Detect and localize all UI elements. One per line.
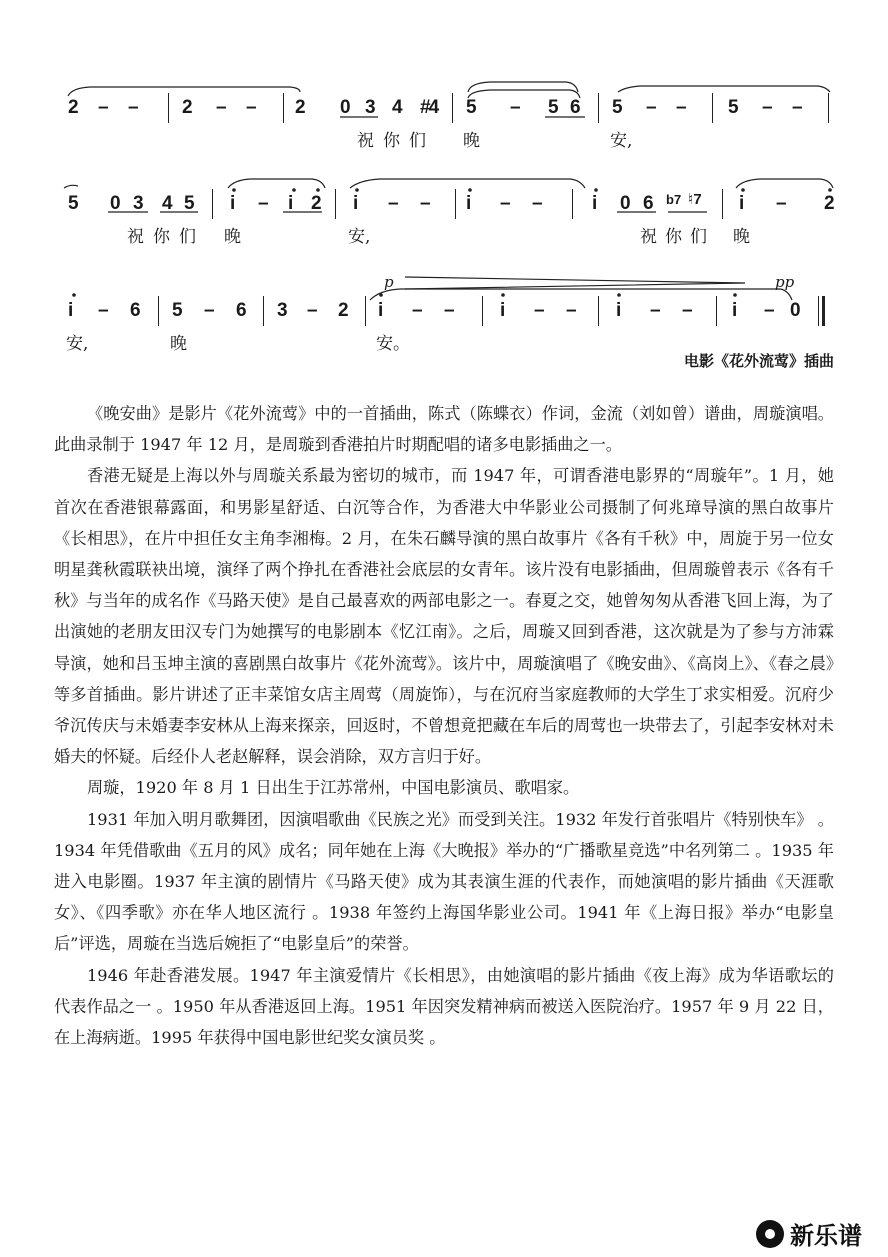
barline: [168, 93, 169, 123]
note: –: [128, 97, 139, 118]
barline: [722, 189, 723, 219]
note: 4: [392, 97, 403, 118]
barline: [712, 93, 713, 123]
note: 5: [548, 97, 559, 118]
barline: [598, 93, 599, 123]
note: 5: [728, 97, 739, 118]
barline: [263, 296, 264, 326]
final-barline-thin: [818, 296, 819, 326]
lyric: 你: [665, 227, 682, 247]
note: 6: [236, 300, 247, 321]
paragraph: 1931 年加入明月歌舞团，因演唱歌曲《民族之光》而受到关注。1932 年发行首张唱片《特别快车》 。1934 年凭借歌曲《五月的风》成名；同年她在上海《大晚报》举办的“广播歌星竞选”中名列第二 。1935 年进入电影圈。1937 年主演的剧情片《马路天使》成为其表演生涯的代表作，而她演唱的影片插曲《天涯歌女》、《四季歌》亦在华人地区流行 。1938 年签约上海国华影业公司。1941 年《上海日报》举办“电影皇后”评选，周璇在当选后婉拒了“电影皇后”的荣誉。: [54, 809, 834, 954]
paragraph: 1946 年赴香港发展。1947 年主演爱情片《长相思》，由她演唱的影片插曲《夜上海》成为华语歌坛的代表作品之一 。1950 年从香港返回上海。1951 年因突发精神病而被送入医院治疗。1957 年 9 月 22 日，在上海病逝。1995 年获得中国电影世纪奖女演员奖 。: [54, 965, 834, 1048]
note: i: [732, 300, 738, 321]
lyric: 安,: [66, 334, 89, 354]
barline: [598, 296, 599, 326]
note: –: [682, 300, 693, 321]
note: 0: [110, 193, 121, 214]
note: –: [388, 193, 399, 214]
note: i: [592, 193, 598, 214]
note: –: [566, 300, 577, 321]
lyric: 晚: [224, 227, 241, 247]
lyric: 祝: [127, 227, 144, 247]
score-credit: 电影《花外流莺》插曲: [683, 352, 834, 370]
barline: [828, 93, 829, 123]
note: –: [216, 97, 227, 118]
lyric: 祝: [357, 131, 374, 151]
lyric: 安,: [348, 227, 371, 247]
lyric: 祝: [640, 227, 657, 247]
note: 2: [824, 193, 835, 214]
barline: [452, 93, 453, 123]
note: 3: [365, 97, 376, 118]
logo-text: 新乐谱: [790, 1222, 862, 1250]
barline: [482, 296, 483, 326]
note: 0: [620, 193, 631, 214]
paragraph: 周璇，1920 年 8 月 1 日出生于江苏常州，中国电影演员、歌唱家。: [87, 778, 580, 798]
note: 4: [162, 193, 173, 214]
dynamic-start: p: [384, 273, 394, 291]
note: 5: [466, 97, 477, 118]
note: –: [444, 300, 455, 321]
note: i: [739, 193, 745, 214]
note: i: [68, 300, 74, 321]
lyric: 们: [690, 227, 707, 247]
score-lines: [0, 0, 888, 380]
note: 6: [130, 300, 141, 321]
lyric: 你: [153, 227, 170, 247]
note: –: [246, 97, 257, 118]
site-logo: [756, 1216, 862, 1251]
lyric: 晚: [170, 334, 187, 354]
note: 2: [68, 97, 79, 118]
note: –: [258, 193, 269, 214]
note: ♮7: [688, 191, 702, 208]
note: –: [307, 300, 318, 321]
barline: [158, 296, 159, 326]
note: –: [412, 300, 423, 321]
note: –: [650, 300, 661, 321]
note: 6: [570, 97, 581, 118]
note: –: [776, 193, 787, 214]
note: 3: [133, 193, 144, 214]
paragraph: 《晚安曲》是影片《花外流莺》中的一首插曲，陈式（陈蝶衣）作词，金流（刘如曾）谱曲，周璇演唱。此曲录制于 1947 年 12 月，是周璇到香港拍片时期配唱的诸多电影插曲之一。: [54, 404, 834, 455]
lyric: 晚: [463, 131, 480, 151]
lyric: 晚: [733, 227, 750, 247]
lyric: 安。: [376, 334, 410, 354]
barline: [335, 189, 336, 219]
note: 2: [311, 193, 322, 214]
barline: [283, 93, 284, 123]
note: –: [98, 300, 109, 321]
note: 5: [184, 193, 195, 214]
note: –: [98, 97, 109, 118]
barline: [212, 189, 213, 219]
lyric: 们: [409, 131, 426, 151]
note: 5: [172, 300, 183, 321]
note: –: [204, 300, 215, 321]
note: i: [353, 193, 359, 214]
note: 5: [68, 193, 79, 214]
barline: [365, 296, 366, 326]
article-body: [54, 398, 834, 1053]
note: 2: [182, 97, 193, 118]
note: 3: [277, 300, 288, 321]
note: –: [762, 97, 773, 118]
note: #4: [420, 97, 438, 118]
final-barline-thick: [822, 296, 825, 326]
lyric: 们: [179, 227, 196, 247]
barline: [716, 296, 717, 326]
note: i: [230, 193, 236, 214]
note: –: [676, 97, 687, 118]
note: 2: [295, 97, 306, 118]
vinyl-record-icon: [756, 1220, 784, 1248]
note: 5: [612, 97, 623, 118]
note: 0: [340, 97, 351, 118]
music-score: [0, 0, 888, 380]
note: –: [510, 97, 521, 118]
paragraph: 香港无疑是上海以外与周璇关系最为密切的城市，而 1947 年，可谓香港电影界的“周璇年”。1 月，她首次在香港银幕露面，和男影星舒适、白沉等合作，为香港大中华影业公司摄制了何兆璋导演的黑白故事片《长相思》，在片中担任女主角李湘梅。2 月，在朱石麟导演的黑白故事片《各有千秋》中，周旋于另一位女明星龚秋霞联袂出境，演绎了两个挣扎在香港社会底层的女青年。该片没有电影插曲，但周璇曾表示《各有千秋》与当年的成名作《马路天使》是自己最喜欢的两部电影之一。春夏之交，她曾匆匆从香港飞回上海，为了出演她的老朋友田汉专门为她撰写的电影剧本《忆江南》。之后，周璇又回到香港，这次就是为了参与方沛霖导演，她和吕玉坤主演的喜剧黑白故事片《花外流莺》。该片中，周璇演唱了《晚安曲》、《高岗上》、《春之晨》等多首插曲。影片讲述了正丰菜馆女店主周莺（周旋饰），与在沉府当家庭教师的大学生丁求实相爱。沉府少爷沉传庆与未婚妻李安林从上海来探亲，回返时，不曾想竟把藏在车后的周莺也一块带去了，引起李安林对未婚夫的怀疑。后经仆人老赵解释，误会消除，双方言归于好。: [54, 466, 834, 767]
barline: [455, 189, 456, 219]
note: –: [532, 193, 543, 214]
note: i: [500, 300, 506, 321]
lyric: 你: [383, 131, 400, 151]
note: i: [616, 300, 622, 321]
dynamic-end: pp: [775, 273, 795, 291]
note: 0: [790, 300, 801, 321]
note: 6: [643, 193, 654, 214]
note: –: [792, 97, 803, 118]
note: –: [646, 97, 657, 118]
note: 2: [338, 300, 349, 321]
barline: [572, 189, 573, 219]
lyric: 安,: [610, 131, 633, 151]
note: i: [466, 193, 472, 214]
note: b7: [666, 192, 682, 207]
note: –: [500, 193, 511, 214]
note: i: [378, 300, 384, 321]
note: –: [420, 193, 431, 214]
note: –: [534, 300, 545, 321]
note: i: [288, 193, 294, 214]
note: –: [764, 300, 775, 321]
